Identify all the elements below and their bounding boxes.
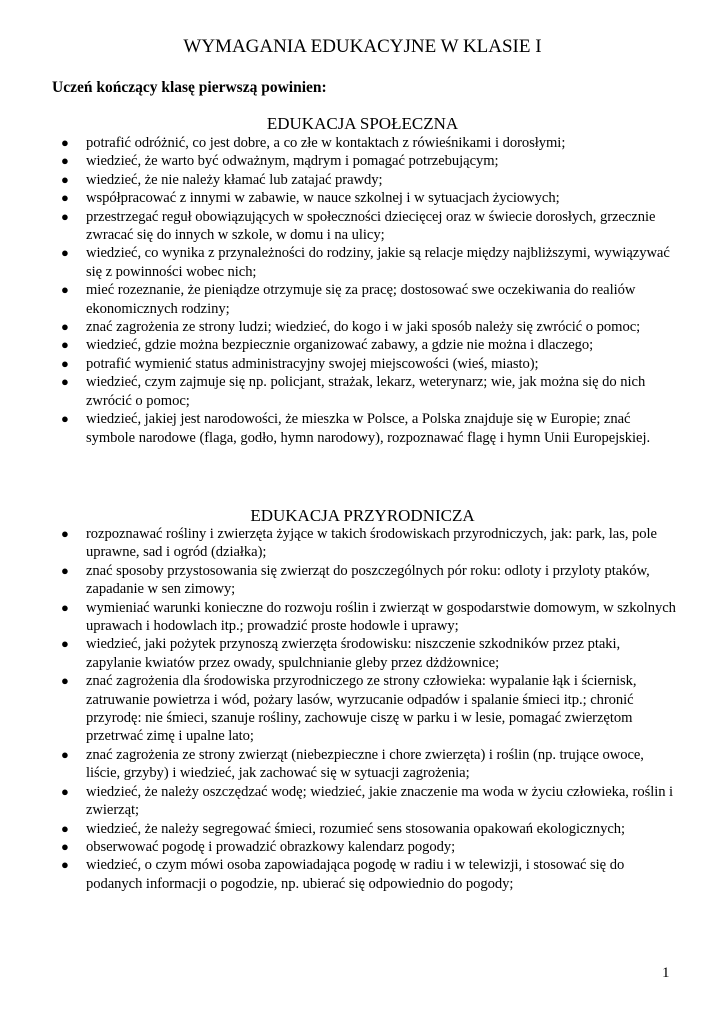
list-item [56,672,676,746]
list-item [56,635,676,672]
list-item-text: znać zagrożenia dla środowiska przyrodniczego ze strony człowieka: wypalanie łąk i ściernisk, zatruwanie powietrza i wód, pożary lasów, wyrzucanie odpadów i spalanie śmieci itp.; chronić przyrodę: nie śmieci, szanuje rośliny, zachowuje ciszę w parku i w lesie, pomagać zwierzętom przetrwać zimę i upalne lato; [86,673,637,745]
list-item [56,355,676,373]
bullet-icon: ● [61,245,69,261]
lead-sentence: Uczeń kończący klasę pierwszą powinien: [52,79,327,96]
social-requirements-list [56,134,676,447]
bullet-icon: ● [61,673,69,689]
list-item-text: wiedzieć, że warto być odważnym, mądrym i pomagać potrzebującym; [86,153,499,170]
bullet-icon: ● [61,746,69,762]
list-item [56,189,676,207]
bullet-icon: ● [61,190,69,206]
list-item-text: przestrzegać reguł obowiązujących w społeczności dziecięcej oraz w świecie dorosłych, grzecznie zwracać się do innych w szkole, w domu i na ulicy; [86,208,656,244]
list-item [56,562,676,599]
bullet-icon: ● [61,355,69,371]
bullet-icon: ● [61,857,69,873]
list-item-text: znać sposoby przystosowania się zwierząt do poszczególnych pór roku: odloty i przyloty ptaków, zapadanie w sen zimowy; [86,562,650,598]
list-item-text: znać zagrożenia ze strony ludzi; wiedzieć, do kogo i w jaki sposób należy się zwrócić o pomoc; [86,319,641,336]
section-heading-nature: EDUKACJA PRZYRODNICZA [250,506,475,525]
list-item-text: wiedzieć, że należy segregować śmieci, rozumieć sens stosowania opakowań ekologicznych; [86,820,626,837]
list-item [56,525,676,562]
bullet-icon: ● [61,153,69,169]
list-item-text: wiedzieć, co wynika z przynależności do rodziny, jakie są relacje między najbliższymi, wywiązywać się z powinności wobec nich; [86,245,670,280]
list-item-text: mieć rozeznanie, że pieniądze otrzymuje się za pracę; dostosować swe oczekiwania do realiów ekonomicznych rodziny; [86,282,636,317]
bullet-icon: ● [61,208,69,224]
bullet-icon: ● [61,282,69,298]
list-item-text: potrafić wymienić status administracyjny swojej miejscowości (wieś, miasto); [86,355,539,372]
list-item [56,171,676,189]
list-item [56,820,676,838]
list-item-text: obserwować pogodę i prowadzić obrazkowy kalendarz pogody; [86,838,456,855]
list-item-text: znać zagrożenia ze strony zwierząt (niebezpieczne i chore zwierzęta) i roślin (np. trujące owoce, liście, grzyby) i wiedzieć, jak zachować się w sytuacji zagrożenia; [86,746,644,782]
bullet-icon: ● [61,636,69,652]
list-item-text: wiedzieć, gdzie można bezpiecznie organizować zabawy, a gdzie nie można i dlaczego; [86,337,594,354]
list-item-text: wiedzieć, czym zajmuje się np. policjant, strażak, lekarz, weterynarz; wie, jak można się do nich zwrócić o pomoc; [86,374,646,409]
bullet-icon: ● [61,562,69,578]
list-item [56,208,676,245]
section-heading-social: EDUKACJA SPOŁECZNA [266,114,459,133]
list-item [56,152,676,170]
bullet-icon: ● [61,599,69,615]
list-item-text: wiedzieć, jaki pożytek przynoszą zwierzęta środowisku: niszczenie szkodników przez ptaki, zapylanie kwiatów przez owady, spulchnianie gleby przez dżdżownice; [86,636,621,671]
bullet-icon: ● [61,135,69,150]
bullet-icon: ● [61,319,69,335]
list-item-text: wymieniać warunki konieczne do rozwoju roślin i zwierząt w gospodarstwie domowym, w szkolnych uprawach i hodowlach itp.; prowadzić proste hodowle i uprawy; [86,599,676,635]
bullet-icon: ● [61,374,69,390]
bullet-icon: ● [61,820,69,836]
list-item-text: wiedzieć, że nie należy kłamać lub zatajać prawdy; [86,171,383,188]
list-item [56,838,676,856]
bullet-icon: ● [61,411,69,427]
nature-requirements-list [56,525,676,893]
bullet-icon: ● [61,171,69,187]
list-item-text: wiedzieć, że należy oszczędzać wodę; wiedzieć, jakie znaczenie ma woda w życiu człowieka, roślin i zwierząt; [86,783,674,819]
list-item [56,373,676,410]
bullet-icon: ● [61,783,69,799]
list-item [56,318,676,336]
list-item-text: rozpoznawać rośliny i zwierzęta żyjące w takich środowiskach przyrodniczych, jak: park, las, pole uprawne, sad i ogród (działka); [86,526,657,561]
bullet-icon: ● [61,337,69,353]
list-item [56,281,676,318]
page-title: WYMAGANIA EDUKACYJNE W KLASIE I [183,36,542,57]
list-item [56,244,676,281]
page-number: 1 [662,965,670,981]
bullet-icon: ● [61,838,69,854]
list-item [56,134,676,152]
list-item [56,856,676,893]
list-item [56,783,676,820]
list-item-text: potrafić odróżnić, co jest dobre, a co złe w kontaktach z rówieśnikami i dorosłymi; [86,135,566,151]
list-item-text: wiedzieć, o czym mówi osoba zapowiadająca pogodę w radiu i w telewizji, i stosować się do podanych informacji o pogodzie, np. ubierać się odpowiednio do pogody; [86,857,625,892]
list-item-text: współpracować z innymi w zabawie, w nauce szkolnej i w sytuacjach życiowych; [86,190,560,207]
list-item [56,336,676,354]
list-item [56,410,676,447]
list-item [56,599,676,636]
list-item [56,746,676,783]
bullet-icon: ● [61,526,69,541]
list-item-text: wiedzieć, jakiej jest narodowości, że mieszka w Polsce, a Polska znajduje się w Europie; znać symbole narodowe (flaga, godło, hymn narodowy), rozpoznawać flagę i hymn Unii Europejskiej. [86,411,651,446]
